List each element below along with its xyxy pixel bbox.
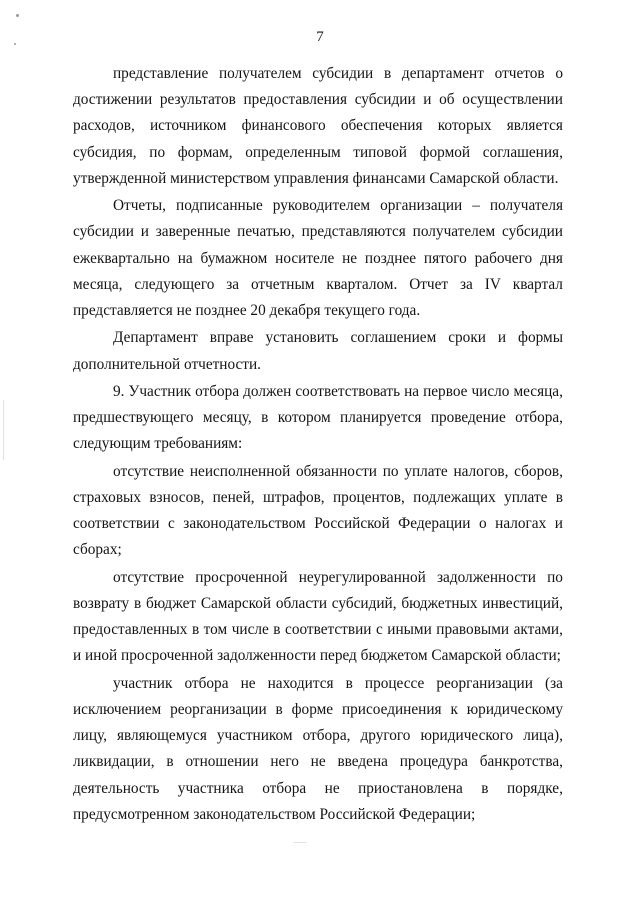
- word: и: [140, 223, 149, 241]
- word: участника: [177, 779, 244, 797]
- word: уплате: [404, 462, 448, 480]
- word: не: [324, 779, 340, 797]
- word: типовой: [353, 143, 407, 161]
- word: и: [497, 329, 507, 347]
- text-line: [73, 723, 563, 749]
- text-line: [73, 193, 563, 219]
- text-line: [73, 61, 563, 87]
- word: представляются: [301, 223, 406, 241]
- word: законодательством: [183, 515, 306, 533]
- paragraph: [73, 193, 563, 324]
- word: представление: [113, 65, 209, 82]
- word: по: [382, 462, 399, 480]
- word: формы: [518, 329, 563, 347]
- word: бюджет: [145, 595, 197, 612]
- word: число: [471, 383, 510, 400]
- text-line: [73, 87, 563, 113]
- word: в: [191, 621, 200, 639]
- word: к: [450, 701, 458, 718]
- word: позднее: [364, 249, 417, 267]
- word: лица),: [523, 727, 563, 745]
- word: исключением: [73, 701, 162, 718]
- word: соглашением: [350, 329, 437, 347]
- word: соглашения,: [482, 143, 563, 161]
- text-line: представляется не позднее 20 декабря текущего года.: [73, 302, 421, 320]
- word: налогов,: [453, 462, 509, 480]
- word: отбора: [195, 383, 240, 400]
- text-line: [73, 272, 563, 298]
- word: порядке,: [506, 779, 563, 797]
- word: первое: [423, 383, 468, 400]
- word: определенным: [245, 143, 341, 161]
- word: форме: [291, 701, 334, 718]
- word: реорганизации: [170, 701, 267, 718]
- word: по: [149, 143, 166, 161]
- word: отсутствие: [113, 462, 185, 480]
- word: источником: [149, 117, 227, 135]
- word: достижении: [73, 91, 153, 109]
- word: месяца,: [73, 275, 123, 293]
- document-body: [73, 61, 563, 829]
- word: реорганизации: [436, 674, 533, 692]
- word: не: [342, 249, 358, 267]
- word: субсидии: [354, 91, 416, 109]
- word: в: [275, 701, 283, 718]
- paragraph-list: [73, 61, 563, 828]
- word: получателем: [218, 65, 302, 82]
- text-line: [73, 379, 563, 405]
- word: страховых: [73, 489, 141, 506]
- word: в: [555, 489, 563, 506]
- word: субсидии: [502, 223, 563, 241]
- word: с: [167, 515, 175, 533]
- word: взносов,: [149, 489, 205, 506]
- text-line: [73, 776, 563, 802]
- text-line: сборах;: [73, 541, 122, 559]
- word: не: [310, 753, 326, 771]
- text-line: [73, 565, 563, 591]
- word: Отчеты,: [113, 197, 167, 215]
- word: не: [240, 674, 256, 692]
- word: IV: [484, 275, 501, 293]
- word: отбора,: [515, 409, 563, 427]
- word: котором: [277, 409, 331, 427]
- word: пятого: [423, 249, 467, 267]
- word: о: [555, 65, 563, 82]
- word: квартал: [512, 275, 563, 293]
- word: иными: [387, 621, 432, 639]
- word: должен: [243, 383, 292, 400]
- word: Федерации: [398, 515, 471, 533]
- word: установить: [265, 329, 339, 347]
- word: отбора: [184, 674, 229, 692]
- word: возврату: [73, 595, 130, 612]
- word: являющемуся: [116, 727, 207, 745]
- text-line: [73, 511, 563, 537]
- paragraph: [73, 459, 563, 564]
- word: получателем: [412, 223, 496, 241]
- text-line: предусмотренном законодательством Российской Федерации;: [73, 805, 476, 823]
- word: сборов,: [514, 462, 563, 480]
- word: в: [273, 621, 281, 639]
- word: участник: [113, 674, 173, 692]
- word: деятельность: [73, 779, 160, 797]
- word: юридического: [420, 727, 514, 745]
- word: осуществлении: [462, 91, 563, 109]
- word: 9.: [113, 383, 125, 400]
- word: результатов: [159, 91, 236, 109]
- word: участником: [216, 727, 293, 745]
- word: предоставления: [243, 91, 348, 109]
- text-line: и иной просроченной задолженности перед бюджетом Самарской области;: [73, 647, 561, 665]
- word: введена: [337, 753, 388, 771]
- word: штрафов,: [262, 489, 325, 506]
- word: отсутствие: [113, 568, 185, 586]
- text-line: [73, 459, 563, 485]
- word: формой: [419, 143, 471, 161]
- word: ежеквартально: [73, 249, 170, 267]
- text-line: дополнительной отчетности.: [73, 355, 261, 373]
- word: Участник: [128, 383, 192, 400]
- word: сроки: [448, 329, 486, 347]
- word: по: [547, 568, 563, 586]
- word: печатью,: [237, 223, 295, 241]
- text-line: [73, 485, 563, 511]
- word: субсидии: [73, 223, 134, 241]
- text-line: [73, 671, 563, 697]
- word: носителе: [275, 249, 335, 267]
- word: финансового: [241, 117, 326, 135]
- word: в: [166, 753, 174, 771]
- word: кварталом.: [326, 275, 398, 293]
- word: с: [375, 621, 383, 639]
- word: предоставленных: [73, 621, 188, 639]
- word: налогах: [495, 515, 547, 533]
- word: в: [383, 65, 392, 82]
- word: за: [226, 275, 240, 293]
- word: субсидия,: [73, 143, 137, 161]
- word: месяца,: [513, 383, 563, 400]
- word: формам,: [177, 143, 233, 161]
- word: на: [404, 383, 420, 400]
- word: другого: [360, 727, 411, 745]
- text-line: [73, 697, 563, 723]
- word: Самарской: [200, 595, 272, 612]
- word: получателя: [489, 197, 563, 215]
- scan-edge-line: [3, 400, 4, 460]
- word: вправе: [209, 329, 254, 347]
- word: просроченной: [195, 568, 288, 586]
- word: задолженности: [437, 568, 536, 586]
- word: субсидии: [312, 65, 374, 82]
- paragraph: [73, 565, 563, 670]
- text-line: [73, 113, 563, 139]
- word: соответствовать: [295, 383, 401, 400]
- word: лицу,: [73, 727, 107, 745]
- word: отбора: [262, 779, 307, 797]
- word: руководителем: [272, 197, 371, 215]
- word: Российской: [314, 515, 390, 533]
- word: обязанности: [296, 462, 377, 480]
- word: бумажном: [200, 249, 268, 267]
- word: которых: [437, 117, 492, 135]
- text-line: [73, 246, 563, 272]
- text-line: [73, 140, 563, 166]
- word: приостановлена: [358, 779, 463, 797]
- word: о: [478, 515, 487, 533]
- word: области: [275, 595, 328, 612]
- word: Отчет: [409, 275, 449, 293]
- word: актами,: [513, 621, 563, 639]
- paragraph: [73, 61, 563, 192]
- word: ликвидации,: [73, 753, 155, 771]
- word: правовыми: [436, 621, 510, 639]
- word: обеспечения: [340, 117, 423, 135]
- text-line: [73, 591, 563, 617]
- text-line: следующим требованиям:: [73, 435, 243, 453]
- word: процессе: [364, 674, 425, 692]
- word: процентов,: [332, 489, 405, 506]
- word: в: [133, 595, 142, 612]
- word: юридическому: [466, 701, 563, 718]
- text-line: [73, 617, 563, 643]
- text-line: [73, 219, 563, 245]
- word: (за: [544, 674, 563, 692]
- word: отбора,: [302, 727, 351, 745]
- word: проведение: [430, 409, 506, 427]
- text-line: [73, 749, 563, 775]
- text-line: [73, 325, 563, 351]
- word: присоединения: [341, 701, 442, 718]
- word: отчетов: [494, 65, 545, 82]
- word: об: [439, 91, 455, 109]
- word: пеней,: [212, 489, 255, 506]
- word: департамент: [401, 65, 484, 82]
- word: субсидий,: [331, 595, 397, 612]
- word: месяцу,: [202, 409, 252, 427]
- scan-edge-line: [293, 842, 307, 843]
- word: дня: [539, 249, 563, 267]
- word: за: [460, 275, 473, 293]
- word: следующего: [134, 275, 215, 293]
- word: предшествующего: [73, 409, 194, 427]
- word: уплате: [504, 489, 548, 506]
- word: в: [261, 409, 269, 427]
- word: рабочего: [474, 249, 533, 267]
- word: в: [345, 674, 353, 692]
- word: подлежащих: [413, 489, 496, 506]
- page-number: 7: [316, 29, 324, 45]
- word: находится: [267, 674, 334, 692]
- word: планируется: [340, 409, 422, 427]
- word: на: [177, 249, 193, 267]
- word: числе: [231, 621, 269, 639]
- word: и: [554, 515, 563, 533]
- word: него: [270, 753, 299, 771]
- word: расходов,: [73, 117, 135, 135]
- scan-dot-mark: [16, 14, 19, 17]
- word: в: [481, 779, 489, 797]
- word: бюджетных: [401, 595, 478, 612]
- word: Департамент: [113, 329, 198, 347]
- text-line: [73, 405, 563, 431]
- paragraph: [73, 325, 563, 377]
- word: является: [506, 117, 563, 135]
- word: банкротства,: [479, 753, 563, 771]
- word: заверенные: [155, 223, 231, 241]
- word: неурегулированной: [298, 568, 426, 586]
- paragraph: [73, 379, 563, 458]
- word: неисполненной: [189, 462, 291, 480]
- word: инвестиций,: [482, 595, 563, 612]
- word: процедура: [399, 753, 468, 771]
- text-line: утвержденной министерством управления финансами Самарской области.: [73, 169, 559, 187]
- word: и: [423, 91, 432, 109]
- word: соответствии: [73, 515, 160, 533]
- word: отчетным: [250, 275, 315, 293]
- word: организации: [380, 197, 463, 215]
- word: соответствии: [285, 621, 372, 639]
- word: –: [472, 197, 480, 215]
- word: отношении: [185, 753, 259, 771]
- paragraph: [73, 671, 563, 828]
- word: подписанные: [176, 197, 263, 215]
- word: том: [203, 621, 228, 639]
